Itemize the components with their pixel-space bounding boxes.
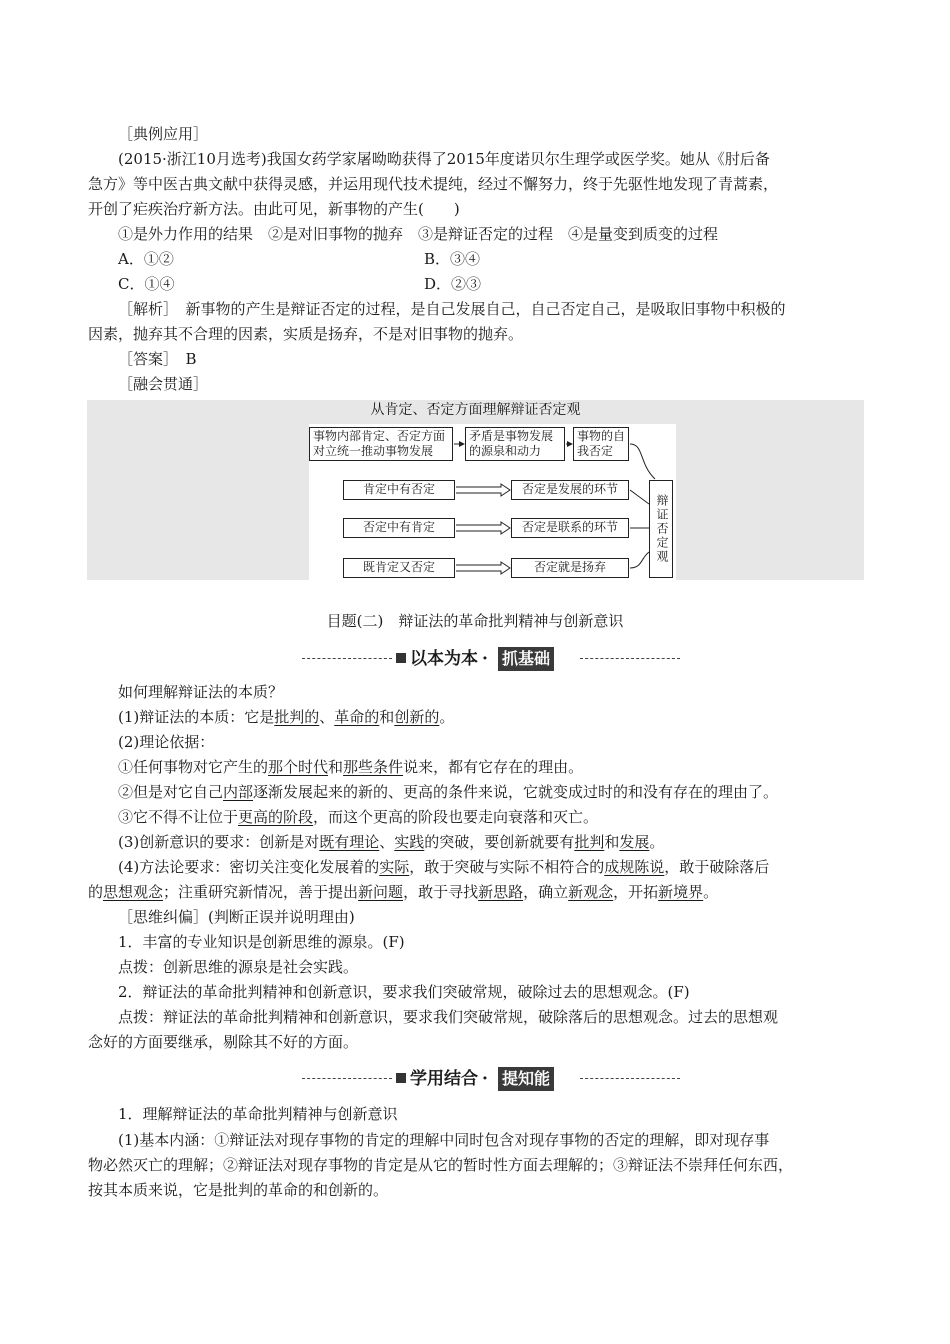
hollow-arrow-1 (456, 484, 510, 496)
link-right-3 (630, 552, 649, 568)
question-line-1: (2015·浙江10月选考)我国女药学家屠呦呦获得了2015年度诺贝尔生理学或医学奖。她从《肘后备 (118, 150, 770, 168)
banner-apply-box: 提知能 (498, 1067, 554, 1091)
link-right-1 (630, 490, 649, 504)
banner-apply: 学用结合 · 提知能 (302, 1067, 680, 1091)
diagram-box-self-negation: 事物的自我否定 (573, 427, 629, 461)
point-2-c: ③它不得不让位于更高的阶段，而这个更高的阶段也要走向衰落和灭亡。 (118, 808, 599, 826)
option-d: D．②③ (424, 275, 482, 293)
option-b: B．③④ (424, 250, 481, 268)
subsection-1-line-1: (1)基本内涵：①辩证法对现存事物的肯定的理解中同时包含对现存事物的否定的理解，即对现存事 (118, 1131, 770, 1149)
banner-basics-box: 抓基础 (498, 647, 554, 671)
option-c: C．①④ (118, 275, 175, 293)
curve-to-side-top (630, 444, 655, 479)
section-title: 目题(二) 辩证法的革命批判精神与创新意识 (326, 612, 624, 630)
question-line-2: 急方》等中医古典文献中获得灵感，并运用现代技术提纯，经过不懈努力，终于先驱性地发现了青蒿素， (88, 175, 779, 193)
banner-apply-text: 学用结合 (410, 1069, 478, 1089)
judge-1-hint: 点拨：创新思维的源泉是社会实践。 (118, 958, 359, 976)
banner-basics: 以本为本 · 抓基础 (302, 647, 680, 671)
diagram-connectors (309, 424, 676, 580)
answer: ［答案］ B (118, 350, 197, 368)
point-4-line-2: 的思想观念；注重研究新情况，善于提出新问题，敢于寻找新思路，确立新观念，开拓新境界。 (88, 883, 719, 901)
point-2: (2)理论依据： (118, 733, 215, 751)
diagram-left-2: 否定中有肯定 (343, 518, 455, 538)
diagram-side-box: 辩证否定观 (649, 480, 673, 578)
analysis-line-1: ［解析］ 新事物的产生是辩证否定的过程，是自己发展自己，自己否定自己，是吸取旧事物中积极的 (118, 300, 786, 318)
subsection-1-line-3: 按其本质来说，它是批判的革命的和创新的。 (88, 1181, 389, 1199)
point-2-a: ①任何事物对它产生的那个时代和那些条件说来，都有它存在的理由。 (118, 758, 584, 776)
point-2-b: ②但是对它自己内部逐渐发展起来的新的、更高的条件来说，它就变成过时的和没有存在的理由了。 (118, 783, 779, 801)
question-line-3: 开创了疟疾治疗新方法。由此可见，新事物的产生( ) (88, 200, 460, 218)
square-icon (396, 653, 406, 663)
point-3: (3)创新意识的要求：创新是对既有理论、实践的突破，要创新就要有批判和发展。 (118, 833, 665, 851)
essence-question: 如何理解辩证法的本质？ (118, 683, 284, 701)
question-statements: ①是外力作用的结果 ②是对旧事物的抛弃 ③是辩证否定的过程 ④是量变到质变的过程 (118, 225, 719, 243)
diagram-right-2: 否定是联系的环节 (511, 518, 629, 538)
banner-basics-text: 以本为本 (410, 649, 478, 669)
integrate-heading: ［融会贯通］ (118, 375, 209, 393)
analysis-line-2: 因素，抛弃其不合理的因素，实质是扬弃，不是对旧事物的抛弃。 (88, 325, 524, 343)
point-1: (1)辩证法的本质：它是批判的、革命的和创新的。 (118, 708, 455, 726)
hollow-arrow-3 (456, 562, 510, 574)
think-heading: ［思维纠偏］(判断正误并说明理由) (118, 908, 355, 926)
diagram-box-opposition: 事物内部肯定、否定方面对立统一推动事物发展 (309, 427, 453, 461)
judge-2-hint-line-1: 点拨：辩证法的革命批判精神和创新意识，要求我们突破常规，破除落后的思想观念。过去的思想观 (118, 1008, 779, 1026)
concept-diagram (87, 400, 864, 580)
diagram-title: 从肯定、否定方面理解辩证否定观 (370, 402, 581, 418)
subsection-1-title: 1．理解辩证法的革命批判精神与创新意识 (118, 1105, 398, 1123)
diagram-right-3: 否定就是扬弃 (511, 558, 629, 578)
hollow-arrow-2 (456, 522, 510, 534)
diagram-left-3: 既肯定又否定 (343, 558, 455, 578)
diagram-box-contradiction: 矛盾是事物发展的源泉和动力 (465, 427, 565, 461)
judge-1: 1．丰富的专业知识是创新思维的源泉。(F) (118, 933, 405, 951)
judge-2-hint-line-2: 念好的方面要继承，剔除其不好的方面。 (88, 1033, 359, 1051)
judge-2: 2．辩证法的革命批判精神和创新意识，要求我们突破常规，破除过去的思想观念。(F) (118, 983, 690, 1001)
square-icon (396, 1073, 406, 1083)
subsection-1-line-2: 物必然灭亡的理解；②辩证法对现存事物的肯定是从它的暂时性方面去理解的；③辩证法不崇拜任何东西， (88, 1156, 794, 1174)
example-heading: ［典例应用］ (118, 125, 209, 143)
diagram-panel (309, 424, 676, 580)
diagram-right-1: 否定是发展的环节 (511, 480, 629, 500)
diagram-left-1: 肯定中有否定 (343, 480, 455, 500)
option-a: A．①② (118, 250, 174, 268)
point-4-line-1: (4)方法论要求：密切关注变化发展着的实际，敢于突破与实际不相符合的成规陈说，敢于破除落后 (118, 858, 770, 876)
